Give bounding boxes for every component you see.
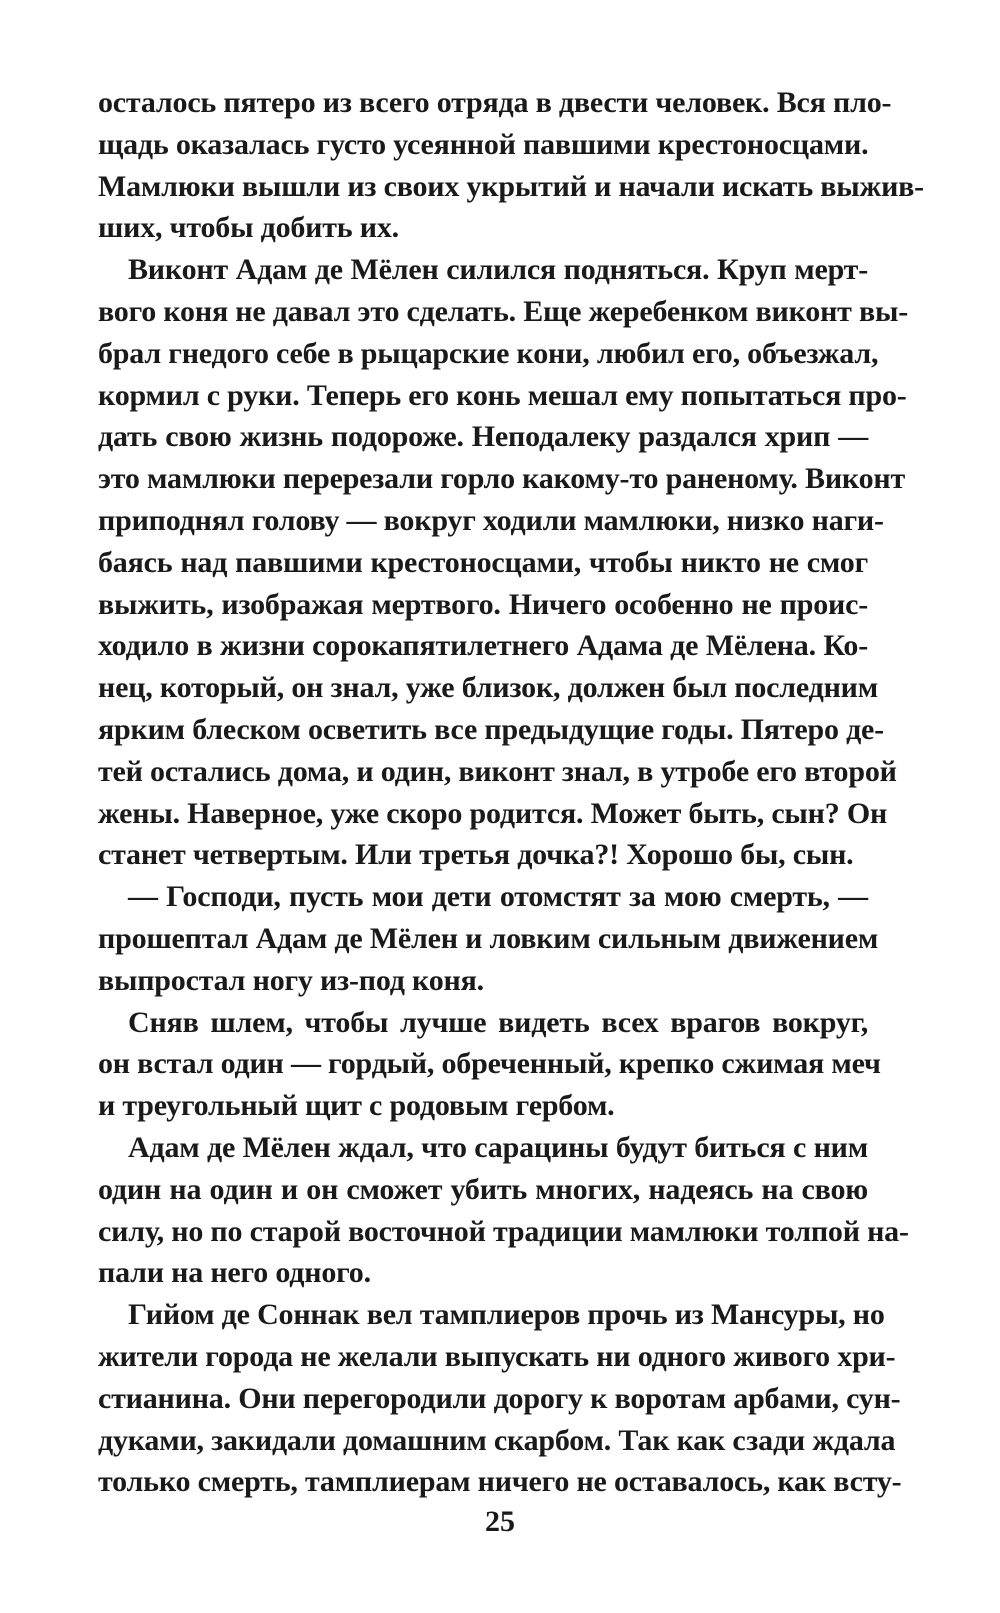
- text-line: прошептал Адам де Мёлен и ловким сильным движением: [98, 921, 879, 955]
- text-line: дать свою жизнь подороже. Неподалеку раздался хрип —: [98, 420, 868, 454]
- text-line: — Господи, пусть мои дети отомстят за мою смерть, —: [128, 880, 868, 914]
- text-line: приподнял голову — вокруг ходили мамлюки, низко наги-: [98, 503, 884, 537]
- text-line: ходило в жизни сорокапятилетнего Адама де Мёлена. Ко-: [98, 629, 868, 663]
- paragraph: [98, 876, 879, 1001]
- text-line: осталось пятеро из всего отряда в двести человек. Вся пло-: [98, 86, 892, 119]
- text-line: Гийом де Соннак вел тамплиеров прочь из Мансуры, но: [128, 1298, 885, 1332]
- text-line: это мамлюки перерезали горло какому-то раненому. Виконт: [98, 462, 906, 496]
- text-line: выжить, изображая мертвого. Ничего особенно не проис-: [98, 587, 868, 621]
- text-line: ярким блеском осветить все предыдущие годы. Пятеро де-: [98, 712, 884, 746]
- paragraph: [98, 1294, 902, 1503]
- paragraph: [98, 82, 924, 249]
- text-line: силу, но по старой восточной традиции мамлюки толпой на-: [98, 1214, 909, 1248]
- book-page-text: [98, 82, 924, 1503]
- text-line: пали на него одного.: [98, 1256, 371, 1290]
- text-line: тей остались дома, и один, виконт знал, в утробе его второй: [98, 754, 897, 788]
- text-line: стианина. Они перегородили дорогу к воротам арбами, сун-: [98, 1381, 901, 1415]
- text-line: и треугольный щит с родовым гербом.: [98, 1089, 615, 1123]
- text-line: брал гнедого себе в рыцарские кони, любил его, объезжал,: [98, 336, 879, 370]
- text-line: он встал один — гордый, обреченный, крепко сжимая меч: [98, 1047, 881, 1081]
- text-line: жены. Наверное, уже скоро родится. Может быть, сын? Он: [98, 796, 888, 830]
- page-number: 25: [485, 1505, 515, 1538]
- text-line: один на один и он сможет убить многих, надеясь на свою: [98, 1172, 868, 1206]
- paragraph: [98, 1002, 881, 1127]
- text-line: жители города не желали выпускать ни одного живого хри-: [98, 1339, 896, 1373]
- text-line: вого коня не давал это сделать. Еще жеребенком виконт вы-: [98, 294, 909, 328]
- text-line: кормил с руки. Теперь его конь мешал ему попытаться про-: [98, 378, 907, 412]
- text-line: Сняв шлем, чтобы лучше видеть всех врагов вокруг,: [128, 1005, 868, 1039]
- text-line: выпростал ногу из-под коня.: [98, 963, 484, 997]
- text-line: ших, чтобы добить их.: [98, 211, 399, 245]
- text-line: Адам де Мёлен ждал, что сарацины будут биться с ним: [128, 1130, 868, 1164]
- paragraph: [98, 1127, 909, 1294]
- text-line: дуками, закидали домашним скарбом. Так как сзади ждала: [98, 1423, 896, 1457]
- text-line: Виконт Адам де Мёлен силился подняться. Круп мерт-: [128, 253, 868, 287]
- text-line: станет четвертым. Или третья дочка?! Хорошо бы, сын.: [98, 838, 854, 872]
- paragraph: [98, 249, 909, 876]
- text-line: щадь оказалась густо усеянной павшими крестоносцами.: [98, 127, 869, 161]
- text-line: баясь над павшими крестоносцами, чтобы никто не смог: [98, 545, 868, 579]
- text-line: только смерть, тамплиерам ничего не оставалось, как всту-: [98, 1465, 902, 1499]
- text-line: нец, который, он знал, уже близок, должен был последним: [98, 671, 879, 705]
- text-line: Мамлюки вышли из своих укрытий и начали искать выжив-: [98, 169, 924, 203]
